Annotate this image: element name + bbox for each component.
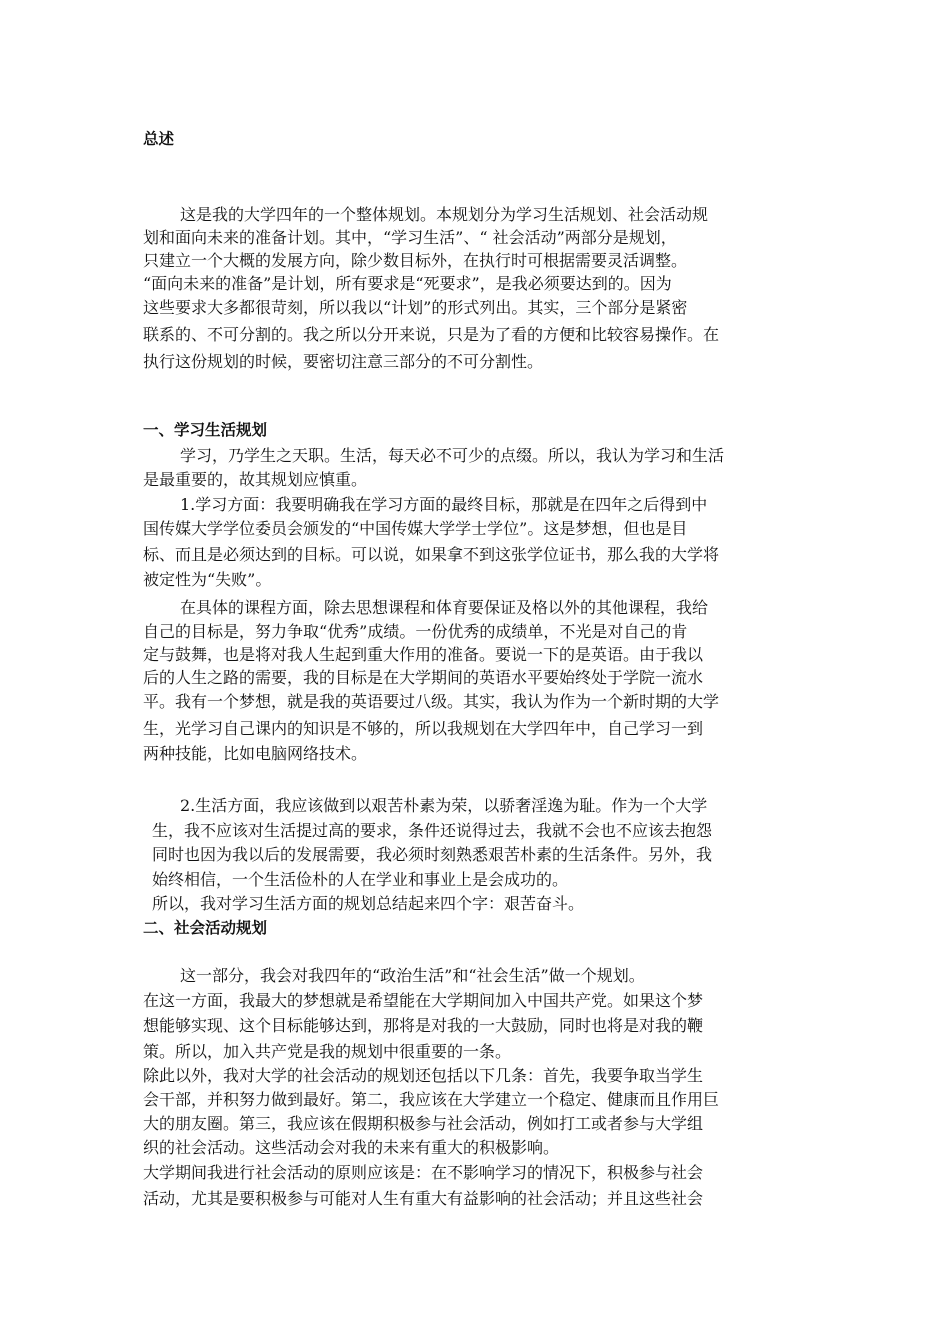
paragraph-line: 自己的目标是，努力争取“优秀”成绩。一份优秀的成绩单，不光是对自己的肯	[143, 622, 688, 641]
paragraph-line: 是最重要的，故其规划应慎重。	[143, 470, 368, 489]
paragraph-line: 划和面向未来的准备计划。其中，“学习生活”、“ 社会活动”两部分是规划，	[143, 228, 677, 247]
paragraph-line: 想能够实现、这个目标能够达到，那将是对我的一大鼓励，同时也将是对我的鞭	[143, 1016, 704, 1035]
paragraph-line: 所以，我对学习生活方面的规划总结起来四个字：艰苦奋斗。	[152, 894, 585, 913]
section-heading-overview: 总述	[143, 130, 175, 148]
paragraph-line: 定与鼓舞，也是将对我人生起到重大作用的准备。要说一下的是英语。由于我以	[143, 645, 704, 664]
paragraph-line: 1.学习方面：我要明确我在学习方面的最终目标，那就是在四年之后得到中	[180, 495, 708, 514]
paragraph-line: 织的社会活动。这些活动会对我的未来有重大的积极影响。	[143, 1138, 560, 1157]
paragraph-line: 在这一方面，我最大的梦想就是希望能在大学期间加入中国共产党。如果这个梦	[143, 991, 704, 1010]
paragraph-line: 执行这份规划的时候，要密切注意三部分的不可分割性。	[143, 352, 544, 371]
paragraph-line: 只建立一个大概的发展方向，除少数目标外，在执行时可根据需要灵活调整。	[143, 251, 688, 270]
paragraph-line: “面向未来的准备”是计划，所有要求是“死要求”，是我必须要达到的。因为	[143, 274, 672, 293]
paragraph-line: 生，我不应该对生活提过高的要求，条件还说得过去，我就不会也不应该去抱怨	[152, 821, 713, 840]
paragraph-line: 国传媒大学学位委员会颁发的“中国传媒大学学士学位”。这是梦想，但也是目	[143, 519, 688, 538]
paragraph-line: 后的人生之路的需要，我的目标是在大学期间的英语水平要始终处于学院一流水	[143, 668, 704, 687]
paragraph-line: 同时也因为我以后的发展需要，我必须时刻熟悉艰苦朴素的生活条件。另外，我	[152, 845, 713, 864]
section-heading-study-life: 一、学习生活规划	[143, 421, 268, 439]
paragraph-line: 这一部分，我会对我四年的“政治生活”和“社会生活”做一个规划。	[180, 966, 645, 985]
section-heading-social-activity: 二、社会活动规划	[143, 919, 268, 937]
paragraph-line: 大学期间我进行社会活动的原则应该是：在不影响学习的情况下，积极参与社会	[143, 1163, 704, 1182]
paragraph-line: 活动，尤其是要积极参与可能对人生有重大有益影响的社会活动；并且这些社会	[143, 1189, 704, 1208]
paragraph-line: 2.生活方面，我应该做到以艰苦朴素为荣，以骄奢淫逸为耻。作为一个大学	[180, 796, 708, 815]
paragraph-line: 标、而且是必须达到的目标。可以说，如果拿不到这张学位证书，那么我的大学将	[143, 545, 720, 564]
paragraph-line: 生，光学习自己课内的知识是不够的，所以我规划在大学四年中，自己学习一到	[143, 719, 704, 738]
paragraph-line: 在具体的课程方面，除去思想课程和体育要保证及格以外的其他课程，我给	[180, 598, 709, 617]
paragraph-line: 联系的、不可分割的。我之所以分开来说，只是为了看的方便和比较容易操作。在	[143, 325, 720, 344]
paragraph-line: 策。所以，加入共产党是我的规划中很重要的一条。	[143, 1042, 512, 1061]
paragraph-line: 这些要求大多都很苛刻，所以我以“计划”的形式列出。其实，三个部分是紧密	[143, 298, 688, 317]
paragraph-line: 大的朋友圈。第三，我应该在假期积极参与社会活动，例如打工或者参与大学组	[143, 1114, 704, 1133]
paragraph-line: 被定性为“失败”。	[143, 570, 272, 589]
paragraph-line: 会干部，并积努力做到最好。第二，我应该在大学建立一个稳定、健康而且作用巨	[143, 1090, 720, 1109]
paragraph-line: 学习，乃学生之天职。生活，每天必不可少的点缀。所以，我认为学习和生活	[180, 446, 725, 465]
paragraph-line: 始终相信，一个生活俭朴的人在学业和事业上是会成功的。	[152, 870, 569, 889]
paragraph-line: 两种技能，比如电脑网络技术。	[143, 744, 368, 763]
paragraph-line: 这是我的大学四年的一个整体规划。本规划分为学习生活规划、社会活动规	[180, 205, 709, 224]
paragraph-line: 除此以外，我对大学的社会活动的规划还包括以下几条：首先，我要争取当学生	[143, 1066, 704, 1085]
paragraph-line: 平。我有一个梦想，就是我的英语要过八级。其实，我认为作为一个新时期的大学	[143, 692, 720, 711]
